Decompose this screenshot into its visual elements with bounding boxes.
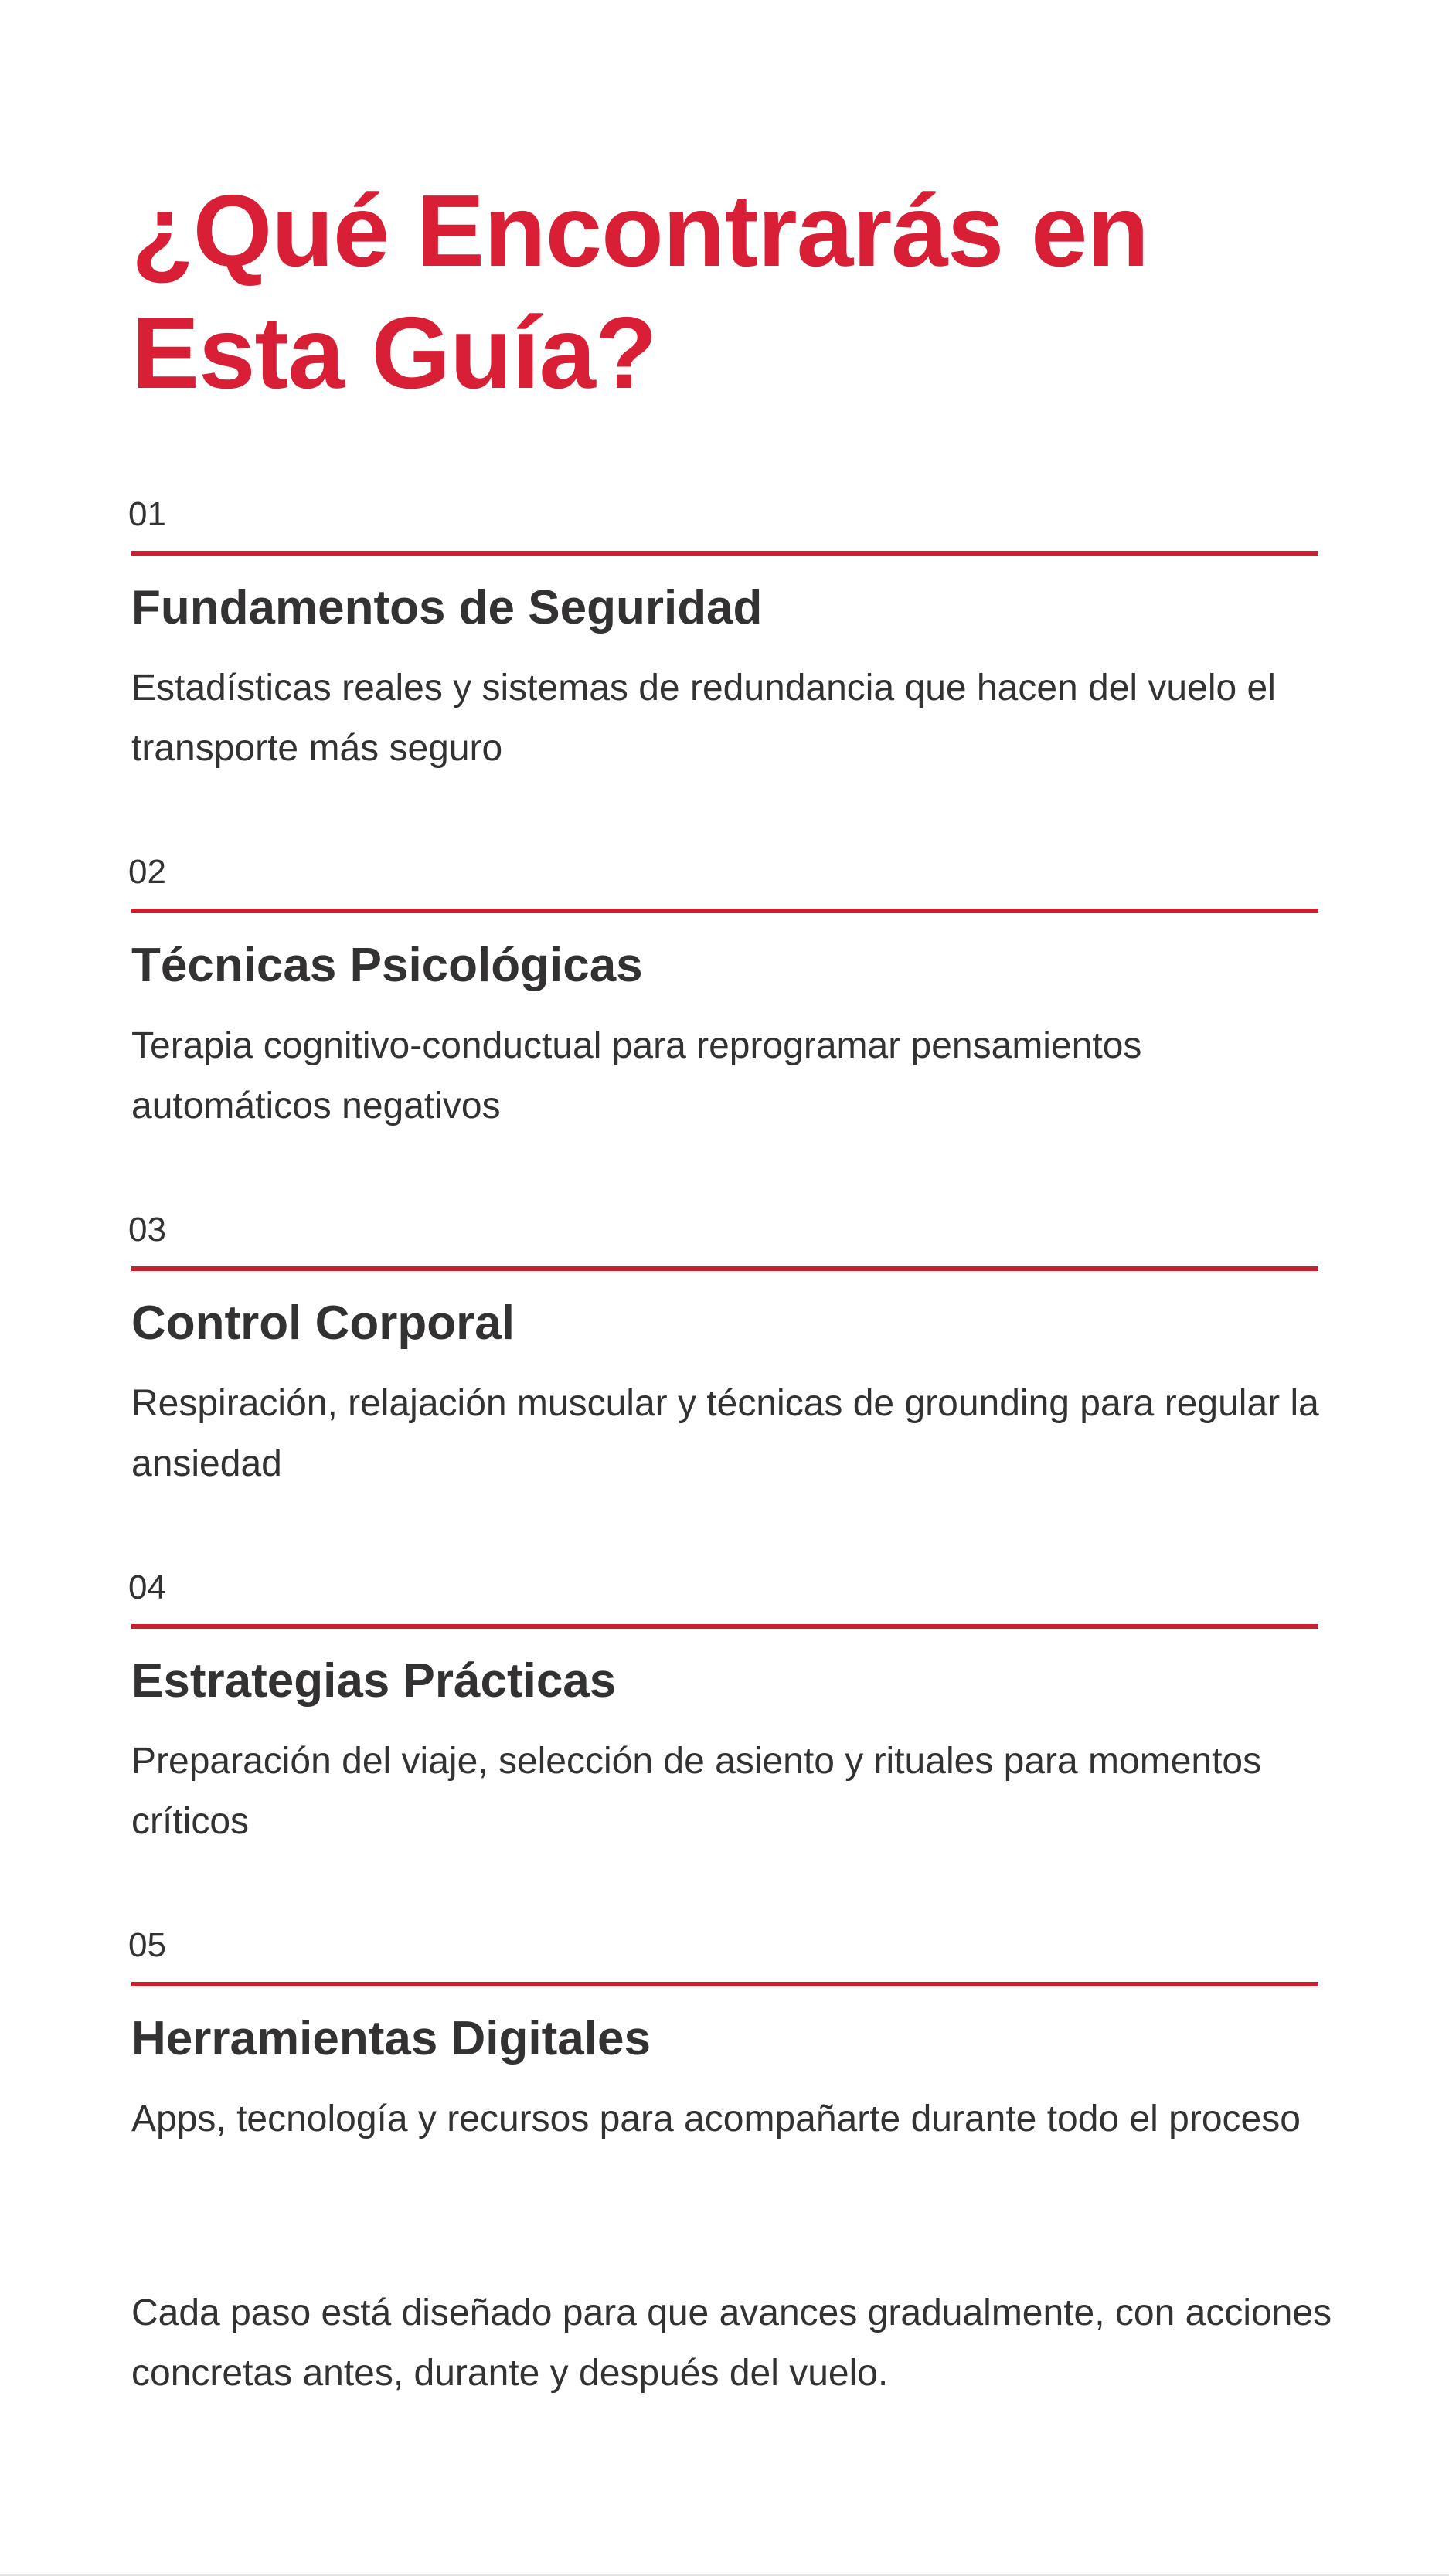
section-number: 05 bbox=[128, 1926, 166, 1964]
closing-paragraph: Cada paso está diseñado para que avances gradualmente, con acciones concretas antes, durante y después del vuelo. bbox=[131, 2292, 1332, 2394]
section-number: 01 bbox=[128, 495, 166, 533]
section-number: 04 bbox=[128, 1568, 166, 1606]
section-description: Estadísticas reales y sistemas de redundancia que hacen del vuelo el transporte más seguro bbox=[131, 668, 1276, 769]
section-heading: Estrategias Prácticas bbox=[131, 1654, 617, 1708]
section-heading: Herramientas Digitales bbox=[131, 2012, 651, 2065]
section-heading: Control Corporal bbox=[131, 1296, 515, 1350]
section-description: Respiración, relajación muscular y técnicas de grounding para regular la ansiedad bbox=[131, 1383, 1319, 1484]
section-number: 02 bbox=[128, 853, 166, 891]
section-heading: Fundamentos de Seguridad bbox=[131, 581, 763, 634]
section-description: Terapia cognitivo-conductual para reprogramar pensamientos automáticos negativos bbox=[131, 1025, 1142, 1127]
section-description: Apps, tecnología y recursos para acompañarte durante todo el proceso bbox=[131, 2099, 1301, 2139]
section-heading: Técnicas Psicológicas bbox=[131, 939, 643, 992]
section-description: Preparación del viaje, selección de asiento y rituales para momentos críticos bbox=[131, 1741, 1262, 1842]
page-title: ¿Qué Encontrarás en Esta Guía? bbox=[131, 174, 1149, 410]
section-divider bbox=[131, 1266, 1318, 1271]
section-divider bbox=[131, 1624, 1318, 1629]
section-divider bbox=[131, 909, 1318, 913]
section-number: 03 bbox=[128, 1211, 166, 1249]
section-divider bbox=[131, 1982, 1318, 1986]
section-divider bbox=[131, 551, 1318, 556]
